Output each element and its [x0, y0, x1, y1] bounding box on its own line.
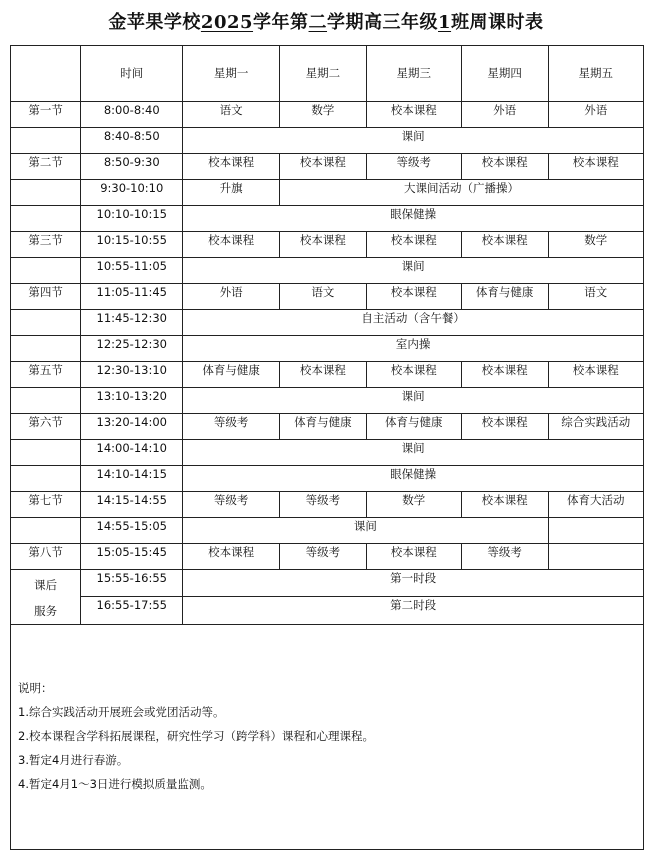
time-cell: 12:30-13:10: [81, 361, 183, 387]
lesson-cell: 校本课程: [366, 543, 461, 569]
lesson-cell: 校本课程: [461, 413, 548, 439]
time-cell: 15:55-16:55: [81, 569, 183, 597]
lesson-cell: 综合实践活动: [548, 413, 643, 439]
lesson-cell: 数学: [548, 231, 643, 257]
after-school-label-line: 课后: [34, 577, 58, 592]
header-time: 时间: [81, 46, 183, 101]
break-cell: 课间: [183, 257, 643, 283]
table-row: [11, 231, 643, 257]
empty-cell: [548, 543, 643, 569]
period-label: 第五节: [11, 361, 81, 387]
lesson-cell: 校本课程: [548, 153, 643, 179]
break-cell: 课间: [183, 439, 643, 465]
time-cell: 14:10-14:15: [81, 465, 183, 491]
period-label: 第六节: [11, 413, 81, 439]
break-cell: 眼保健操: [183, 205, 643, 231]
table-row: [11, 465, 643, 491]
table-row: [11, 283, 643, 309]
period-label: 第一节: [11, 101, 81, 127]
header-day: 星期四: [461, 46, 548, 101]
time-cell: 12:25-12:30: [81, 335, 183, 361]
lesson-cell: 体育大活动: [548, 491, 643, 517]
lesson-cell: 升旗: [183, 179, 280, 205]
time-cell: 14:00-14:10: [81, 439, 183, 465]
time-cell: 16:55-17:55: [81, 597, 183, 625]
time-cell: 14:55-15:05: [81, 517, 183, 543]
notes-heading: 说明：: [18, 681, 53, 695]
lesson-cell: 等级考: [183, 413, 280, 439]
title-class: 1: [438, 12, 452, 33]
timetable-frame: [10, 45, 644, 850]
lesson-cell: 体育与健康: [280, 413, 367, 439]
timetable: [11, 46, 643, 625]
period-label: [11, 127, 81, 153]
period-label: 第四节: [11, 283, 81, 309]
lesson-cell: 校本课程: [366, 101, 461, 127]
after-school-label: [11, 569, 81, 624]
activity-cell: 大课间活动（广播操）: [280, 179, 644, 205]
table-row: [11, 127, 643, 153]
period-label: [11, 439, 81, 465]
table-row: [11, 179, 643, 205]
lesson-cell: 等级考: [280, 543, 367, 569]
time-cell: 11:45-12:30: [81, 309, 183, 335]
lesson-cell: 校本课程: [461, 491, 548, 517]
lesson-cell: 校本课程: [280, 361, 367, 387]
header-corner: [11, 46, 81, 101]
period-label: [11, 335, 81, 361]
break-cell: 课间: [183, 127, 643, 153]
time-cell: 8:00-8:40: [81, 101, 183, 127]
lesson-cell: 外语: [461, 101, 548, 127]
header-day: 星期五: [548, 46, 643, 101]
lesson-cell: 外语: [183, 283, 280, 309]
table-row: [11, 101, 643, 127]
table-row: [11, 361, 643, 387]
lesson-cell: 语文: [280, 283, 367, 309]
time-cell: 10:55-11:05: [81, 257, 183, 283]
lesson-cell: 等级考: [183, 491, 280, 517]
lesson-cell: 体育与健康: [183, 361, 280, 387]
lesson-cell: 等级考: [366, 153, 461, 179]
header-day: 星期一: [183, 46, 280, 101]
period-label: [11, 257, 81, 283]
lesson-cell: 校本课程: [548, 361, 643, 387]
lesson-cell: 校本课程: [183, 153, 280, 179]
after-school-row: [11, 569, 643, 597]
lesson-cell: 校本课程: [366, 283, 461, 309]
after-school-label-line: 服务: [34, 603, 58, 618]
time-cell: 10:10-10:15: [81, 205, 183, 231]
period-label: 第八节: [11, 543, 81, 569]
period-label: [11, 179, 81, 205]
title-suffix: 班周课时表: [451, 12, 544, 33]
time-cell: 8:50-9:30: [81, 153, 183, 179]
lesson-cell: 校本课程: [461, 231, 548, 257]
lesson-cell: 等级考: [280, 491, 367, 517]
lesson-cell: 等级考: [461, 543, 548, 569]
time-cell: 11:05-11:45: [81, 283, 183, 309]
break-cell: 课间: [183, 387, 643, 413]
table-row: [11, 543, 643, 569]
table-row: [11, 309, 643, 335]
break-cell: 室内操: [183, 335, 643, 361]
empty-cell: [548, 517, 643, 543]
time-cell: 15:05-15:45: [81, 543, 183, 569]
lesson-cell: 体育与健康: [461, 283, 548, 309]
lesson-cell: 校本课程: [366, 361, 461, 387]
period-label: 第三节: [11, 231, 81, 257]
time-cell: 13:10-13:20: [81, 387, 183, 413]
table-row: [11, 335, 643, 361]
period-label: 第七节: [11, 491, 81, 517]
note-item: 1.综合实践活动开展班会或党团活动等。: [18, 705, 225, 719]
service-slot-cell: 第一时段: [183, 569, 643, 597]
period-label: [11, 309, 81, 335]
header-row: [11, 46, 643, 101]
table-row: [11, 413, 643, 439]
note-item: 4.暂定4月1～3日进行模拟质量监测。: [18, 777, 212, 791]
lesson-cell: 外语: [548, 101, 643, 127]
title-term: 二: [308, 12, 328, 33]
time-cell: 8:40-8:50: [81, 127, 183, 153]
lesson-cell: 校本课程: [461, 361, 548, 387]
lesson-cell: 校本课程: [183, 543, 280, 569]
lesson-cell: 校本课程: [461, 153, 548, 179]
after-school-row: [11, 597, 643, 625]
table-row: [11, 439, 643, 465]
table-row: [11, 257, 643, 283]
title-school: 金苹果学校: [108, 12, 201, 33]
lesson-cell: 数学: [280, 101, 367, 127]
lesson-cell: 体育与健康: [366, 413, 461, 439]
lesson-cell: 数学: [366, 491, 461, 517]
break-cell: 自主活动（含午餐）: [183, 309, 643, 335]
break-cell: 眼保健操: [183, 465, 643, 491]
table-row: [11, 491, 643, 517]
lesson-cell: 语文: [548, 283, 643, 309]
service-slot-cell: 第二时段: [183, 597, 643, 625]
break-cell: 课间: [183, 517, 548, 543]
period-label: 第二节: [11, 153, 81, 179]
title-grade: 学期高三年级: [327, 12, 439, 33]
lesson-cell: 校本课程: [280, 153, 367, 179]
lesson-cell: 校本课程: [183, 231, 280, 257]
title-mid: 学年第: [253, 12, 309, 33]
time-cell: 9:30-10:10: [81, 179, 183, 205]
table-row: [11, 205, 643, 231]
time-cell: 10:15-10:55: [81, 231, 183, 257]
notes-section: [18, 676, 374, 796]
header-day: 星期三: [366, 46, 461, 101]
header-day: 星期二: [280, 46, 367, 101]
note-item: 2.校本课程含学科拓展课程，研究性学习（跨学科）课程和心理课程。: [18, 729, 374, 743]
period-label: [11, 205, 81, 231]
lesson-cell: 校本课程: [280, 231, 367, 257]
time-cell: 14:15-14:55: [81, 491, 183, 517]
lesson-cell: 语文: [183, 101, 280, 127]
page-title: [0, 8, 652, 34]
time-cell: 13:20-14:00: [81, 413, 183, 439]
lesson-cell: 校本课程: [366, 231, 461, 257]
period-label: [11, 517, 81, 543]
period-label: [11, 465, 81, 491]
note-item: 3.暂定4月进行春游。: [18, 753, 129, 767]
table-row: [11, 517, 643, 543]
title-year: 2025: [200, 12, 254, 33]
table-row: [11, 153, 643, 179]
period-label: [11, 387, 81, 413]
table-row: [11, 387, 643, 413]
